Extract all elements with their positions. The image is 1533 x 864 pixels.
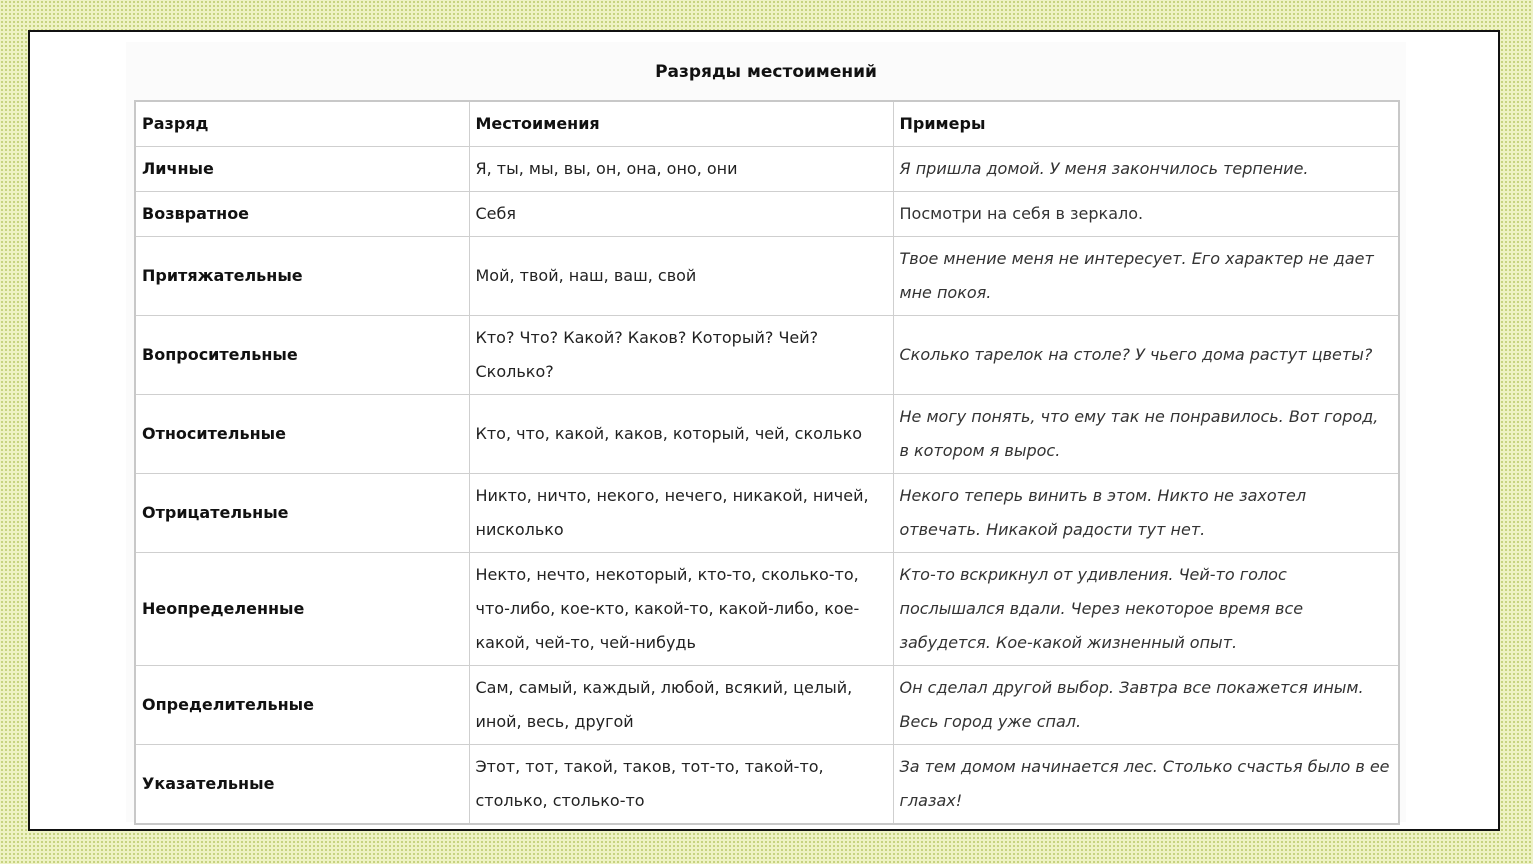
examples-cell: Я пришла домой. У меня закончилось терпение.	[893, 147, 1399, 192]
examples-cell: Некого теперь винить в этом. Никто не захотел отвечать. Никакой радости тут нет.	[893, 474, 1399, 553]
pronouns-cell: Мой, твой, наш, ваш, свой	[469, 237, 893, 316]
table-title: Разряды местоимений	[655, 62, 877, 82]
category-cell: Личные	[135, 147, 469, 192]
category-cell: Относительные	[135, 395, 469, 474]
pronouns-cell: Некто, нечто, некоторый, кто-то, сколько-то, что-либо, кое-кто, какой-то, какой-либо, кое-какой, чей-то, чей-нибудь	[469, 553, 893, 666]
examples-cell: Сколько тарелок на столе? У чьего дома растут цветы?	[893, 316, 1399, 395]
table-header-row	[135, 101, 1399, 147]
table-row	[135, 395, 1399, 474]
examples-cell: Он сделал другой выбор. Завтра все покажется иным. Весь город уже спал.	[893, 666, 1399, 745]
document-panel	[126, 42, 1406, 822]
pronouns-cell: Кто, что, какой, каков, который, чей, сколько	[469, 395, 893, 474]
table-row	[135, 745, 1399, 825]
category-cell: Определительные	[135, 666, 469, 745]
pronouns-cell: Сам, самый, каждый, любой, всякий, целый, иной, весь, другой	[469, 666, 893, 745]
examples-cell: За тем домом начинается лес. Столько счастья было в ее глазах!	[893, 745, 1399, 825]
table-row	[135, 192, 1399, 237]
pronouns-cell: Себя	[469, 192, 893, 237]
category-cell: Возвратное	[135, 192, 469, 237]
table-row	[135, 474, 1399, 553]
slide-frame	[28, 30, 1500, 831]
examples-cell: Посмотри на себя в зеркало.	[893, 192, 1399, 237]
pronouns-cell: Я, ты, мы, вы, он, она, оно, они	[469, 147, 893, 192]
header-category: Разряд	[135, 101, 469, 147]
examples-cell: Кто-то вскрикнул от удивления. Чей-то голос послышался вдали. Через некоторое время все забудется. Кое-какой жизненный опыт.	[893, 553, 1399, 666]
examples-cell: Не могу понять, что ему так не понравилось. Вот город, в котором я вырос.	[893, 395, 1399, 474]
category-cell: Притяжательные	[135, 237, 469, 316]
category-cell: Вопросительные	[135, 316, 469, 395]
table-row	[135, 553, 1399, 666]
category-cell: Неопределенные	[135, 553, 469, 666]
category-cell: Указательные	[135, 745, 469, 825]
pronouns-cell: Кто? Что? Какой? Каков? Который? Чей? Сколько?	[469, 316, 893, 395]
table-row	[135, 147, 1399, 192]
table-row	[135, 237, 1399, 316]
pronouns-cell: Никто, ничто, некого, нечего, никакой, ничей, нисколько	[469, 474, 893, 553]
table-row	[135, 666, 1399, 745]
header-examples: Примеры	[893, 101, 1399, 147]
pronouns-cell: Этот, тот, такой, таков, тот-то, такой-то, столько, столько-то	[469, 745, 893, 825]
table-row	[135, 316, 1399, 395]
header-pronouns: Местоимения	[469, 101, 893, 147]
pronoun-table	[134, 100, 1400, 825]
examples-cell: Твое мнение меня не интересует. Его характер не дает мне покоя.	[893, 237, 1399, 316]
category-cell: Отрицательные	[135, 474, 469, 553]
